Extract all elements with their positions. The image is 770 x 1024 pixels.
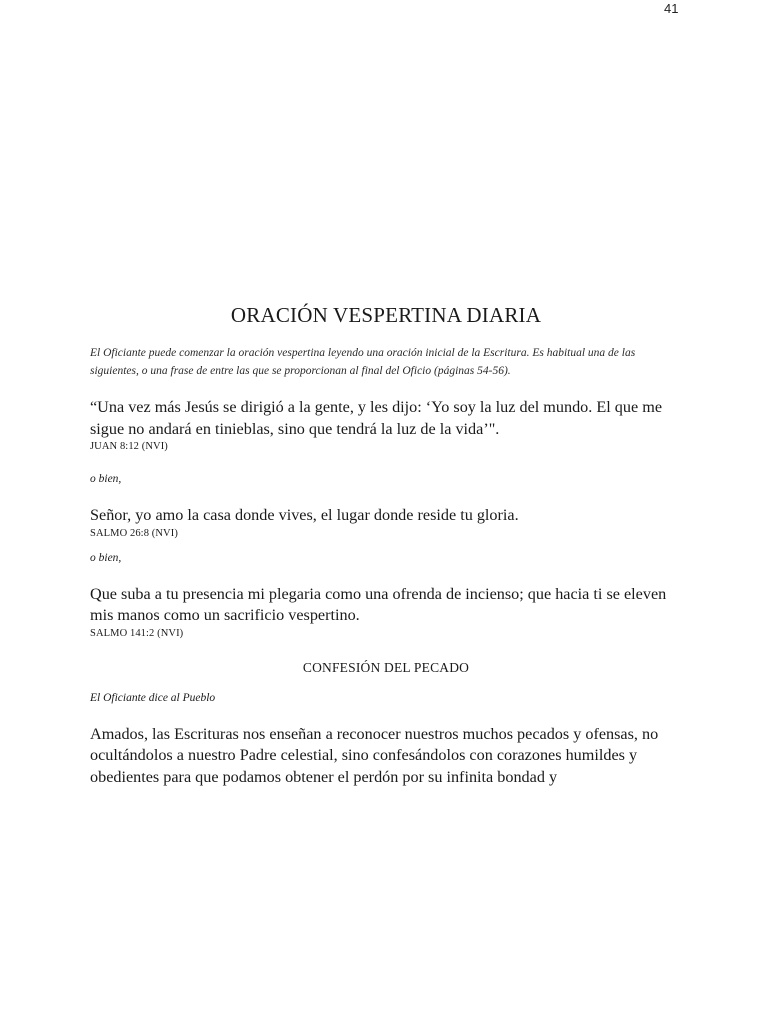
page-title: ORACIÓN VESPERTINA DIARIA	[230, 303, 542, 327]
reading-text-1: “Una vez más Jesús se dirigió a la gente, y les dijo: ‘Yo soy la luz del mundo. El que me sigue no andará en tinieblas, sino que tendrá la luz de la vida’".	[90, 398, 662, 438]
reading-text-2: Señor, yo amo la casa donde vives, el lugar donde reside tu gloria.	[90, 506, 519, 524]
confession-instruction: El Oficiante dice al Pueblo	[90, 691, 216, 704]
or-label-1: o bien,	[90, 473, 122, 485]
intro-rubric: El Oficiante puede comenzar la oración vespertina leyendo una oración inicial de la Escritura. Es habitual una de las siguientes, o una frase de entre las que se proporcionan al final del Oficio (páginas 54-56).	[90, 347, 636, 377]
or-label-2: o bien,	[90, 551, 122, 564]
page-content	[90, 303, 682, 788]
reading-citation-1: JUAN 8:12 (NVI)	[90, 441, 168, 452]
reading-text-3: Que suba a tu presencia mi plegaria como una ofrenda de incienso; que hacia ti se eleven mis manos como un sacrificio vespertino.	[90, 584, 667, 624]
confession-heading: CONFESIÓN DEL PECADO	[302, 659, 470, 675]
reading-citation-3: SALMO 141:2 (NVI)	[90, 627, 184, 639]
confession-text: Amados, las Escrituras nos enseñan a reconocer nuestros muchos pecados y ofensas, no ocultándolos a nuestro Padre celestial, sino confesándolos con corazones humildes y obedientes para que podamos obtener el perdón por su infinita bondad y	[90, 724, 659, 786]
page-number: 41	[664, 1, 679, 16]
reading-citation-2: SALMO 26:8 (NVI)	[90, 527, 178, 539]
